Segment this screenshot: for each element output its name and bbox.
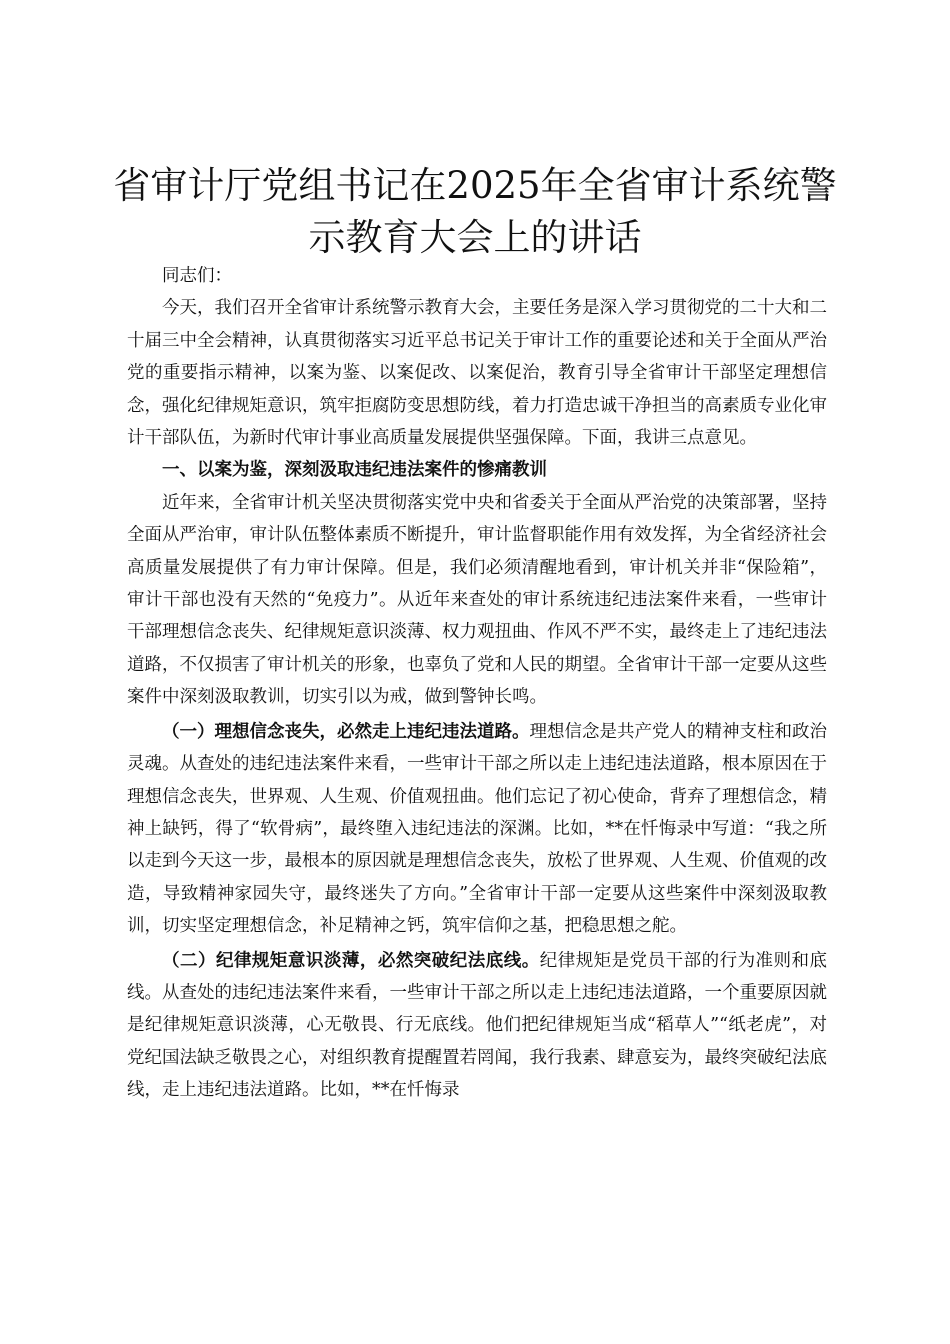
point-2-body: 纪律规矩是党员干部的行为准则和底线。从查处的违纪违法案件来看，一些审计干部之所以走上违纪违法道路，一个重要原因就是纪律规矩意识淡薄，心无敬畏、行无底线。他们把纪律规矩当成“稻草人”“纸老虎”，对党纪国法缺乏敬畏之心，对组织教育提醒置若罔闻，我行我素、肆意妄为，最终突破纪法底线，走上违纪违法道路。比如，**在忏悔录 [127, 950, 828, 1101]
document-title: 省审计厅党组书记在2025年全省审计系统警示教育大会上的讲话 [113, 164, 837, 259]
point-1-lead: （一）理想信念丧失，必然走上违纪违法道路。 [162, 721, 530, 742]
section-1-heading: 一、以案为鉴，深刻汲取违纪违法案件的惨痛教训 [162, 460, 547, 481]
section-1-paragraph: 近年来，全省审计机关坚决贯彻落实党中央和省委关于全面从严治党的决策部署，坚持全面从严治审，审计队伍整体素质不断提升，审计监督职能作用有效发挥，为全省经济社会高质量发展提供了有力审计保障。但是，我们必须清醒地看到，审计机关并非“保险箱”，审计干部也没有天然的“免疫力”。从近年来查处的审计系统违纪违法案件来看，一些审计干部理想信念丧失、纪律规矩意识淡薄、权力观扭曲、作风不严不实，最终走上了违纪违法道路，不仅损害了审计机关的形象，也辜负了党和人民的期望。全省审计干部一定要从这些案件中深刻汲取教训，切实引以为戒，做到警钟长鸣。 [127, 492, 827, 708]
document-body [127, 260, 827, 1107]
salutation: 同志们： [162, 266, 232, 286]
point-1-paragraph [127, 716, 827, 943]
point-2-paragraph [127, 945, 827, 1107]
point-2-lead: （二）纪律规矩意识淡薄，必然突破纪法底线。 [162, 950, 540, 971]
intro-paragraph: 今天，我们召开全省审计系统警示教育大会，主要任务是深入学习贯彻党的二十大和二十届三中全会精神，认真贯彻落实习近平总书记关于审计工作的重要论述和关于全面从严治党的重要指示精神，以案为鉴、以案促改、以案促治，教育引导全省审计干部坚定理想信念，强化纪律规矩意识，筑牢拒腐防变思想防线，着力打造忠诚干净担当的高素质专业化审计干部队伍，为新时代审计事业高质量发展提供坚强保障。下面，我讲三点意见。 [127, 298, 827, 449]
point-1-body: 理想信念是共产党人的精神支柱和政治灵魂。从查处的违纪违法案件来看，一些审计干部之所以走上违纪违法道路，根本原因在于理想信念丧失，世界观、人生观、价值观扭曲。他们忘记了初心使命，背弃了理想信念，精神上缺钙，得了“软骨病”，最终堕入违纪违法的深渊。比如，**在忏悔录中写道：“我之所以走到今天这一步，最根本的原因就是理想信念丧失，放松了世界观、人生观、价值观的改造，导致精神家园失守，最终迷失了方向。”全省审计干部一定要从这些案件中深刻汲取教训，切实坚定理想信念，补足精神之钙，筑牢信仰之基，把稳思想之舵。 [127, 721, 827, 937]
